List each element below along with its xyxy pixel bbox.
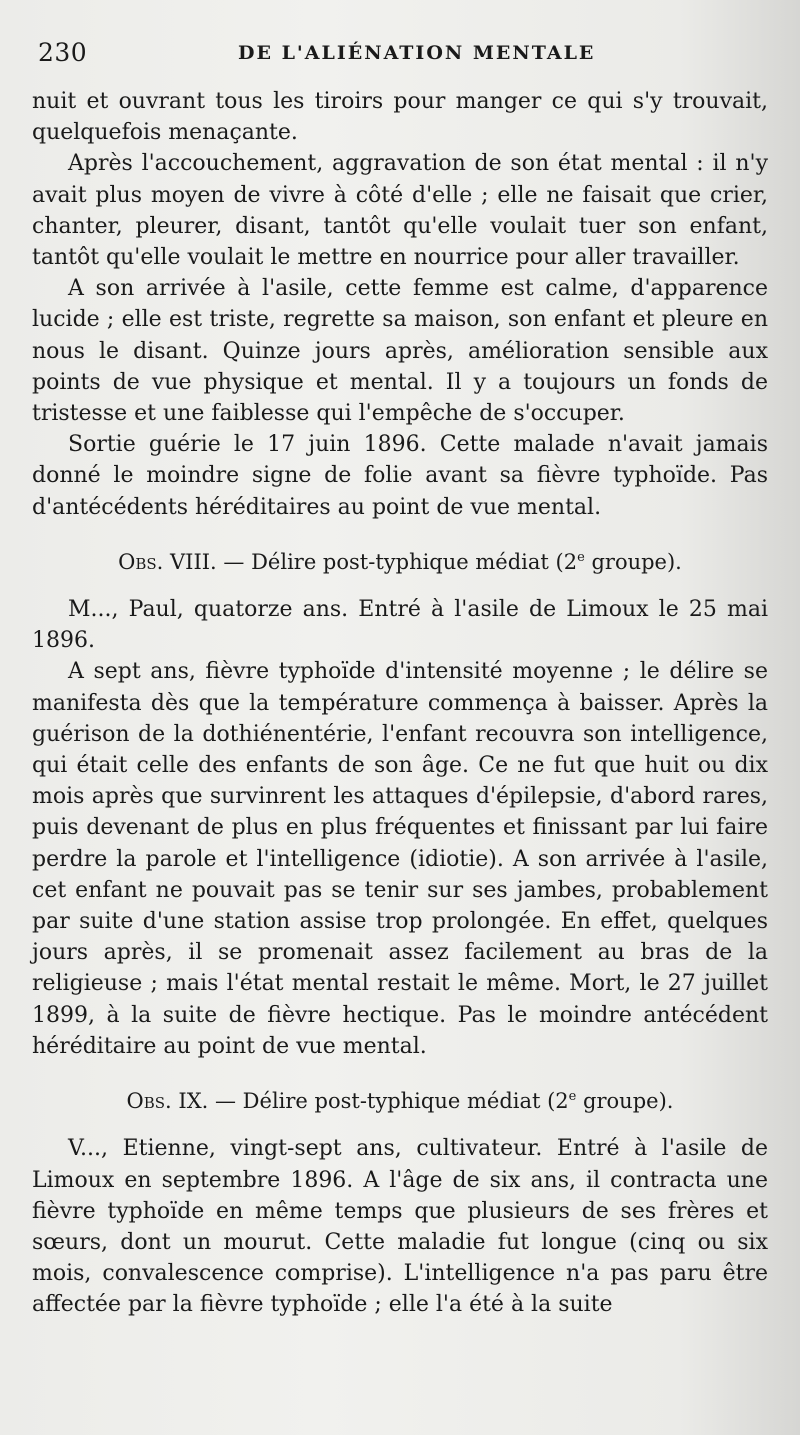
paragraph-patient-etienne: V..., Etienne, vingt-sept ans, cultivateur. Entré à l'asile de Limoux en septembre 1896. A l'âge de six ans, il contracta une fièvre typhoïde en même temps que plusieurs de ses frères et sœurs, dont un mourut. Cette maladie fut longue (cinq ou six mois, convalescence comprise). L'intelligence n'a pas paru être affectée par la fièvre typhoïde ; elle l'a été à la suite (32, 1136, 768, 1318)
paragraph-after-delivery: Après l'accouchement, aggravation de son état mental : il n'y avait plus moyen de vivre à côté d'elle ; elle ne faisait que crier, chanter, pleurer, disant, tantôt qu'elle voulait tuer son enfant, tantôt qu'elle voulait le mettre en nourrice pour aller travailler. (32, 151, 768, 271)
paragraph-continued: nuit et ouvrant tous les tiroirs pour manger ce qui s'y trouvait, quelquefois menaçante. (32, 89, 768, 146)
paragraph-discharge: Sortie guérie le 17 juin 1896. Cette malade n'avait jamais donné le moindre signe de folie avant sa fièvre typhoïde. Pas d'antécédents héréditaires au point de vue mental. (32, 432, 768, 520)
observation-title-end: groupe). (584, 549, 682, 574)
observation-title-start: — Délire post-typhique médiat (2 (208, 1089, 569, 1114)
observation-title-end: groupe). (576, 1089, 674, 1114)
observation-number: Obs. VIII. (118, 549, 217, 574)
observation-title-superscript: e (577, 549, 585, 565)
observation-heading-ix (32, 1086, 768, 1117)
observation-title-start: — Délire post-typhique médiat (2 (216, 549, 578, 574)
observation-number: Obs. IX. (126, 1089, 209, 1114)
paragraph-arrival: A son arrivée à l'asile, cette femme est calme, d'apparence lucide ; elle est triste, regrette sa maison, son enfant et pleure en nous le disant. Quinze jours après, amélioration sensible aux points de vue physique et mental. Il y a toujours un fonds de tristesse et une faiblesse qui l'empêche de s'occuper. (32, 276, 768, 427)
paragraph-patient-paul: M..., Paul, quatorze ans. Entré à l'asile de Limoux le 25 mai 1896. (32, 597, 768, 654)
page-number: 230 (38, 38, 88, 67)
paragraph-case-paul: A sept ans, fièvre typhoïde d'intensité moyenne ; le délire se manifesta dès que la température commença à baisser. Après la guérison de la dothiénentérie, l'enfant recouvra son intelligence, qui était celle des enfants de son âge. Ce ne fut que huit ou dix mois après que survinrent les attaques d'épilepsie, d'abord rares, puis devenant de plus en plus fréquentes et finissant par lui faire perdre la parole et l'intelligence (idiotie). A son arrivée à l'asile, cet enfant ne pouvait pas se tenir sur ses jambes, probablement par suite d'une station assise trop prolongée. En effet, quelques jours après, il se promenait assez facilement au bras de la religieuse ; mais l'état mental restait le même. Mort, le 27 juillet 1899, à la suite de fièvre hectique. Pas le moindre antécédent héréditaire au point de vue mental. (32, 659, 768, 1059)
page-header (38, 32, 760, 68)
observation-heading-viii (32, 547, 768, 578)
page-body (32, 86, 768, 1321)
observation-title-superscript: e (568, 1089, 577, 1105)
running-title: DE L'ALIÉNATION MENTALE (238, 42, 596, 64)
